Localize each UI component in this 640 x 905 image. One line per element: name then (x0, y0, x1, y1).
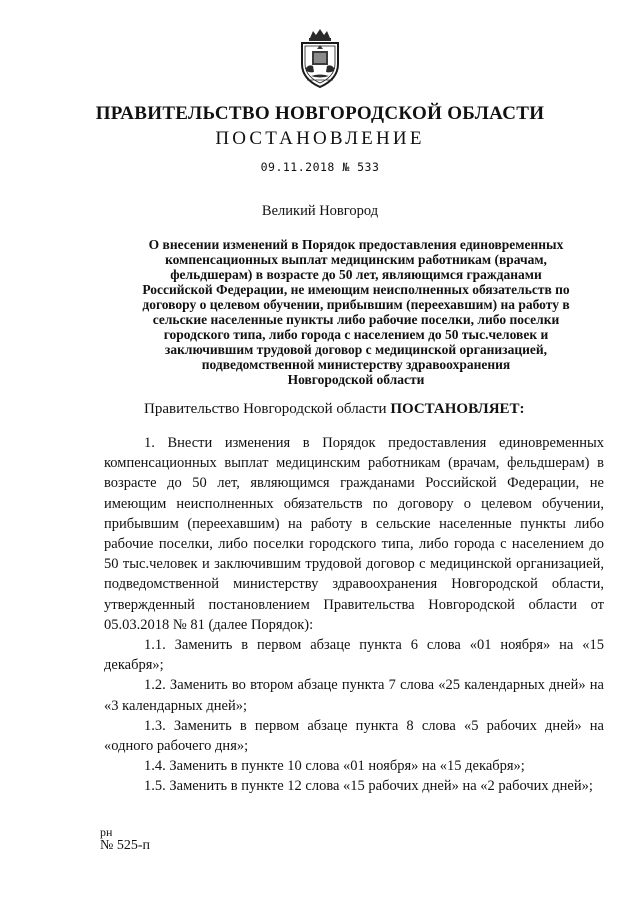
paragraph: 1.4. Заменить в пункте 10 слова «01 ноября» на «15 декабря»; (144, 758, 525, 775)
footer-number: № 525-п (100, 838, 151, 853)
city-name: Великий Новгород (261, 203, 379, 219)
document-type: ПОСТАНОВЛЕНИЕ (215, 128, 425, 149)
subject-line: фельдшерам) в возрасте до 50 лет, являющимся гражданами (170, 267, 542, 282)
subject-line: компенсационных выплат медицинским работникам (врачам, (165, 252, 547, 267)
preamble (144, 401, 525, 418)
document-date-number: 09.11.2018 № 533 (260, 160, 380, 174)
government-title: ПРАВИТЕЛЬСТВО НОВГОРОДСКОЙ ОБЛАСТИ (95, 103, 545, 124)
document-subject (108, 237, 604, 387)
subject-line: договору о целевом обучении, прибывшим (переехавшим) на работу в (142, 297, 570, 312)
subject-line: городского типа, либо города с населением до 50 тыс.человек и (163, 327, 549, 342)
document-footer (100, 825, 150, 853)
preamble-text: Правительство Новгородской области (144, 401, 391, 417)
paragraph: 1.1. Заменить в первом абзаце пункта 6 слова «01 ноября» на «15 декабря»; (104, 637, 604, 674)
paragraph: 1. Внести изменения в Порядок предоставления единовременных компенсационных выплат медицинским работникам (врачам, фельдшерам) в возрасте до 50 лет, являющимся гражданами Российской Федерации, не имеющим неисполненных обязательств по договору о целевом обучении, прибывшим (переехавшим) на работу в сельские населенные пункты либо рабочие поселки, либо поселки городского типа, либо города с населением до 50 тыс.человек и заключившим трудовой договор с медицинской организацией, подведомственной министерству здравоохранения Новгородской области, утвержденный постановлением Правительства Новгородской области от 05.03.2018 № 81 (далее Порядок): (104, 435, 604, 633)
subject-line: Новгородской области (287, 372, 425, 387)
subject-line: сельские населенные пункты либо рабочие поселки, либо поселки (152, 312, 560, 327)
document-body (104, 433, 604, 797)
coat-of-arms-icon (293, 28, 347, 90)
subject-line: заключившим трудовой договор с медицинской организацией, (164, 342, 548, 357)
paragraph: 1.2. Заменить во втором абзаце пункта 7 слова «25 календарных дней» на «3 календарных дней»; (104, 677, 604, 714)
footer-code: рн (100, 825, 113, 839)
subject-line: Российской Федерации, не имеющим неисполненных обязательств по (142, 282, 570, 297)
paragraph: 1.3. Заменить в первом абзаце пункта 8 слова «5 рабочих дней» на «одного рабочего дня»; (104, 717, 604, 755)
subject-line: О внесении изменений в Порядок предоставления единовременных (148, 237, 564, 252)
subject-line: подведомственной министерству здравоохранения (201, 357, 511, 372)
preamble-resolve: ПОСТАНОВЛЯЕТ: (390, 401, 525, 417)
paragraph: 1.5. Заменить в пункте 12 слова «15 рабочих дней» на «2 рабочих дней»; (144, 778, 593, 795)
